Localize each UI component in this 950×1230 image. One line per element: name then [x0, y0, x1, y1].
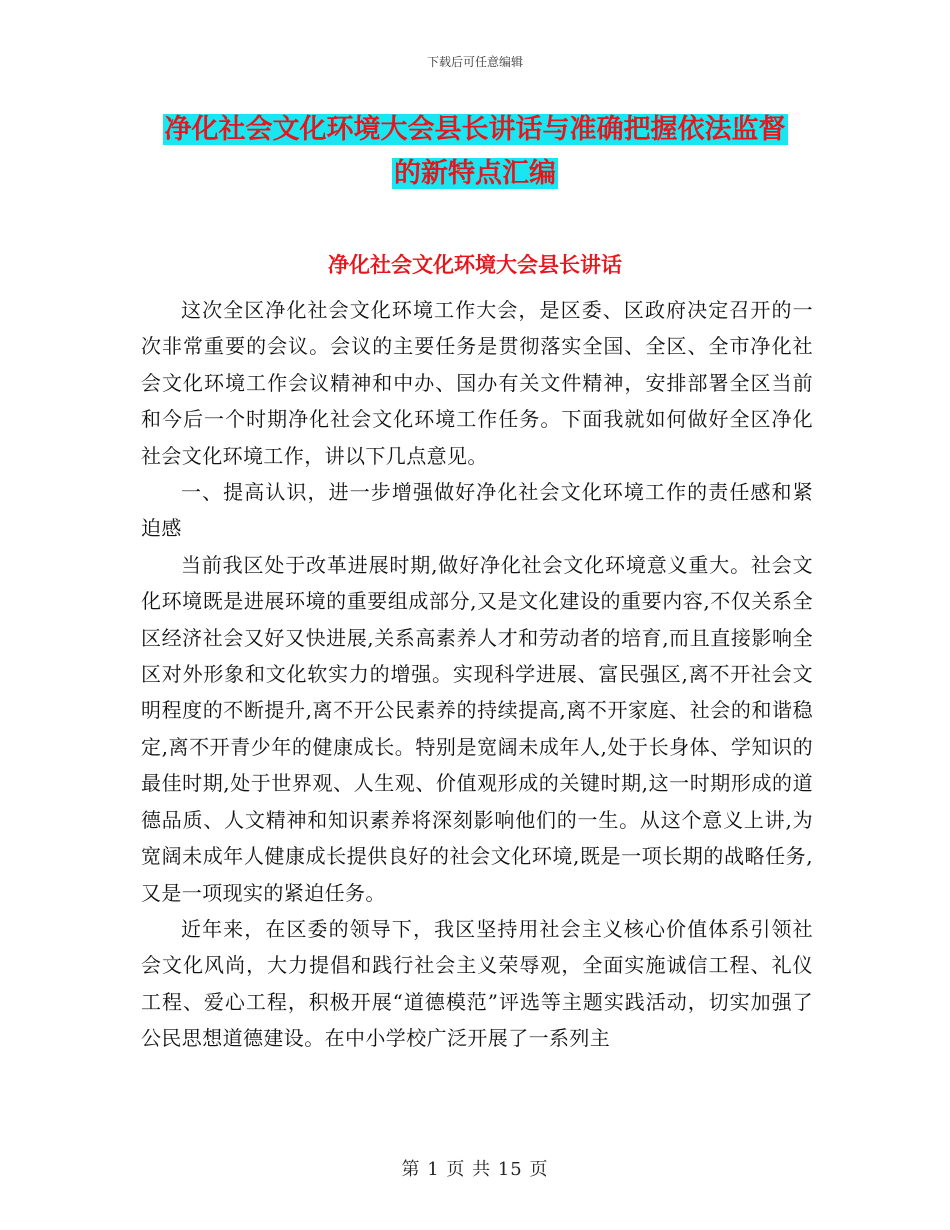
document-title-line-1: 净化社会文化环境大会县长讲话与准确把握依法监督 [164, 114, 786, 145]
paragraph: 一、提高认识，进一步增强做好净化社会文化环境工作的责任感和紧迫感 [141, 480, 813, 541]
paragraph: 这次全区净化社会文化环境工作大会，是区委、区政府决定召开的一次非常重要的会议。会议的主要任务是贯彻落实全国、全区、全市净化社会文化环境工作会议精神和中办、国办有关文件精神，安排部署全区当前和今后一个时期净化社会文化环境工作任务。下面我就如何做好全区净化社会文化环境工作，讲以下几点意见。 [141, 298, 813, 468]
page-footer: 第 1 页 共 15 页 [401, 1159, 549, 1180]
document-title [140, 108, 810, 196]
document-title-line-2: 的新特点汇编 [394, 158, 556, 189]
paragraph: 当前我区处于改革进展时期,做好净化社会文化环境意义重大。社会文化环境既是进展环境的重要组成部分,又是文化建设的重要内容,不仅关系全区经济社会又好又快进展,关系高素养人才和劳动者的培育,而且直接影响全区对外形象和文化软实力的增强。实现科学进展、富民强区,离不开社会文明程度的不断提升,离不开公民素养的持续提高,离不开家庭、社会的和谐稳定,离不开青少年的健康成长。特别是宽阔未成年人,处于长身体、学知识的最佳时期,处于世界观、人生观、价值观形成的关键时期,这一时期形成的道德品质、人文精神和知识素养将深刻影响他们的一生。从这个意义上讲,为宽阔未成年人健康成长提供良好的社会文化环境,既是一项长期的战略任务,又是一项现实的紧迫任务。 [141, 552, 813, 905]
paragraph: 近年来，在区委的领导下，我区坚持用社会主义核心价值体系引领社会文化风尚，大力提倡和践行社会主义荣辱观，全面实施诚信工程、礼仪工程、爱心工程，积极开展“道德模范”评选等主题实践活动，切实加强了公民思想道德建设。在中小学校广泛开展了一系列主 [141, 916, 813, 1051]
header-note: 下载后可任意编辑 [426, 55, 523, 69]
body-text [141, 292, 813, 1057]
section-title: 净化社会文化环境大会县长讲话 [328, 253, 622, 277]
